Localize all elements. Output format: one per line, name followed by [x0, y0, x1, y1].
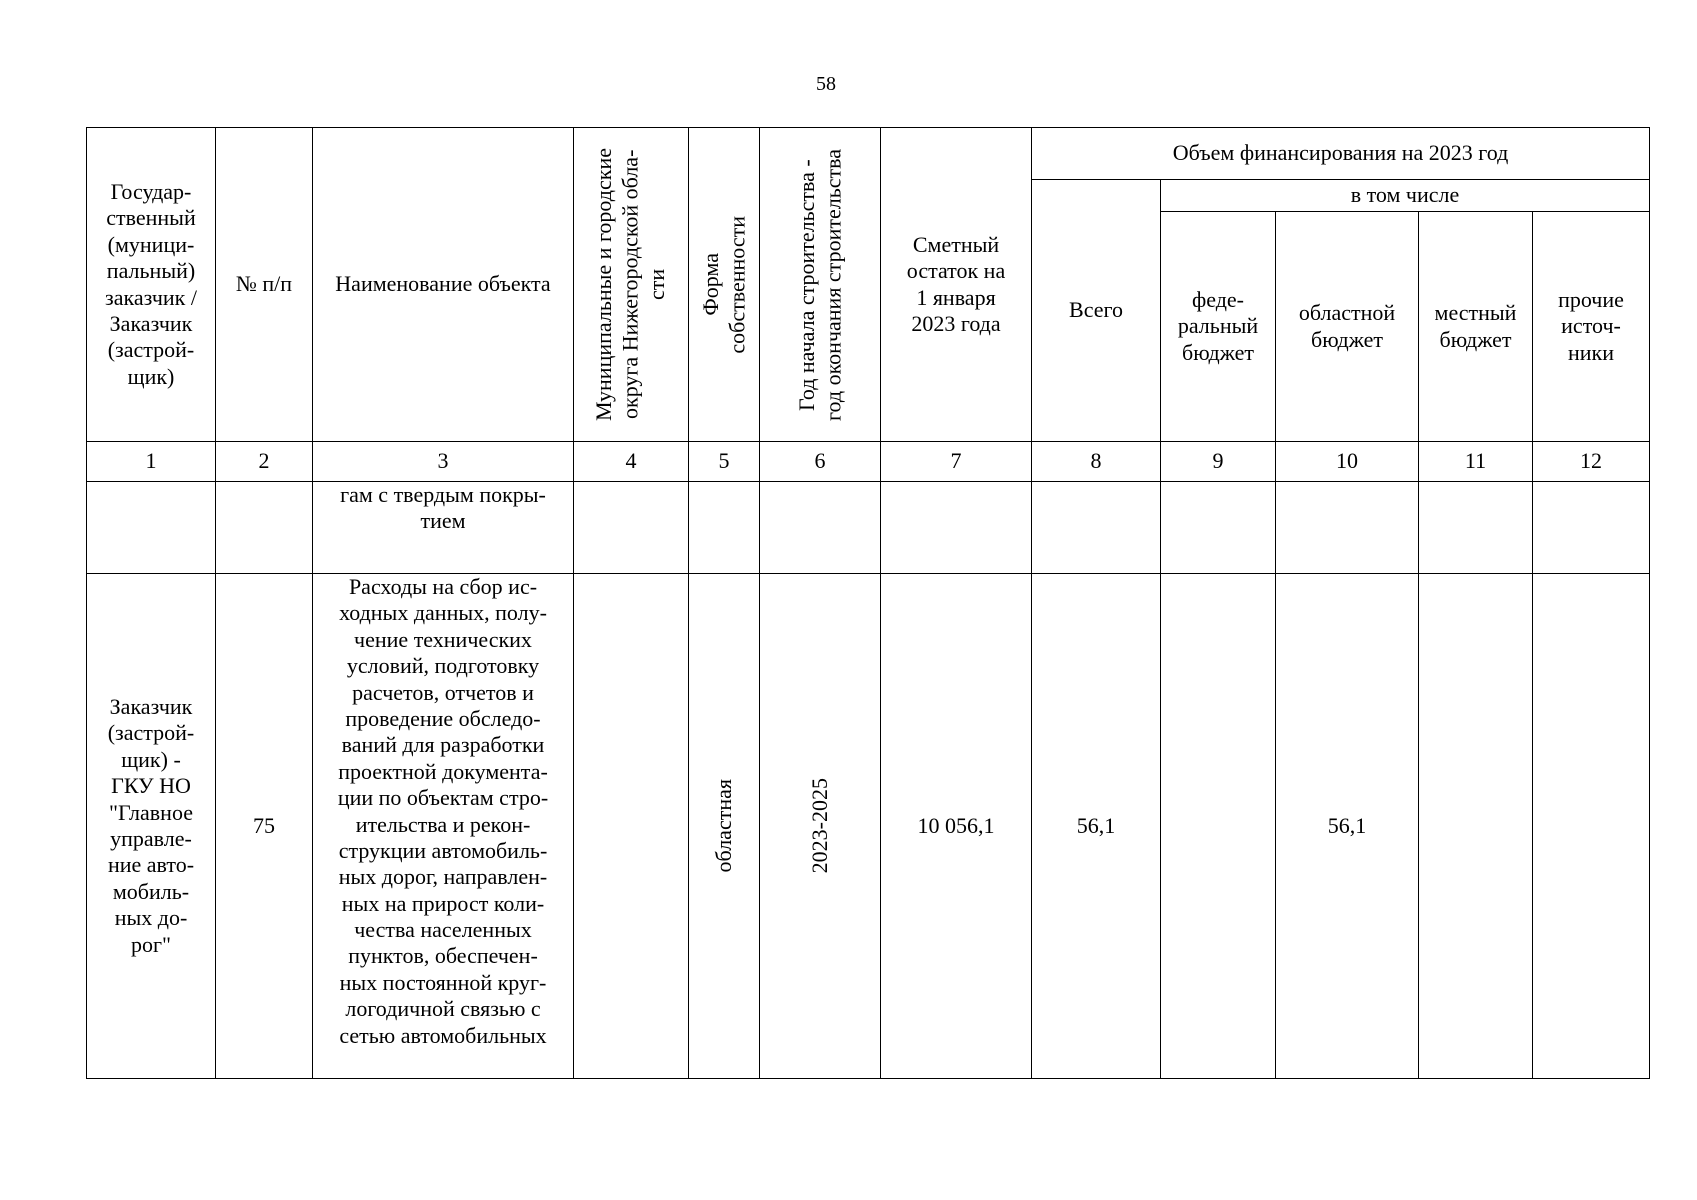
row-construction-years: [760, 574, 881, 1079]
column-number: 3: [313, 442, 574, 482]
table-cell: [216, 482, 313, 574]
column-number: 2: [216, 442, 313, 482]
column-number: 5: [689, 442, 760, 482]
header-funding-volume: Объем финансирования на 2023 год: [1032, 128, 1650, 180]
header-row: [87, 128, 1650, 180]
header-ownership: [689, 128, 760, 442]
header-customer: Государ- ственный (муници- пальный) заказчик / Заказчик (застрой- щик): [87, 128, 216, 442]
header-construction-years-text: Год начала строительства - год окончания строительства: [793, 148, 845, 421]
column-number: 4: [574, 442, 689, 482]
header-ownership-text: Форма собственности: [697, 215, 749, 354]
row-number: 75: [216, 574, 313, 1079]
row-construction-years-text: 2023-2025: [806, 778, 832, 874]
continuation-object-name: гам с твердым покры- тием: [313, 482, 574, 574]
table-cell: [87, 482, 216, 574]
row-object-name: Расходы на сбор ис- ходных данных, полу- чение технических условий, подготовку расчетов, отчетов и проведение обследо- ваний для разработки проектной документа- ции по объектам стро- ительства и рекон- струкции автомобиль- ных дорог, направлен- ных на прирост коли- чества населенных пунктов, обеспечен- ных постоянной круг- логодичной связью с сетью автомобильных: [313, 574, 574, 1079]
column-number: 6: [760, 442, 881, 482]
header-municipality: [574, 128, 689, 442]
page-number: 58: [816, 73, 836, 95]
header-local-budget: местный бюджет: [1419, 212, 1533, 442]
row-ownership: [689, 574, 760, 1079]
row-local-budget: [1419, 574, 1533, 1079]
table-cell: [1032, 482, 1161, 574]
row-estimated-balance: 10 056,1: [881, 574, 1032, 1079]
header-regional-budget: областной бюджет: [1276, 212, 1419, 442]
table-cell: [689, 482, 760, 574]
column-number: 11: [1419, 442, 1533, 482]
financing-table: [86, 127, 1650, 1079]
table-row: [87, 574, 1650, 1079]
row-regional-budget: 56,1: [1276, 574, 1419, 1079]
table-cell: [574, 482, 689, 574]
header-other-sources: прочие источ- ники: [1533, 212, 1650, 442]
row-other-sources: [1533, 574, 1650, 1079]
table-cell: [1276, 482, 1419, 574]
row-customer: Заказчик (застрой- щик) - ГКУ НО "Главное управле- ние авто- мобиль- ных до- рог": [87, 574, 216, 1079]
table-cell: [1533, 482, 1650, 574]
table-cell: [1419, 482, 1533, 574]
header-federal-budget: феде- ральный бюджет: [1161, 212, 1276, 442]
column-number: 1: [87, 442, 216, 482]
column-number: 10: [1276, 442, 1419, 482]
table-cell: [760, 482, 881, 574]
row-federal-budget: [1161, 574, 1276, 1079]
table-row: [87, 482, 1650, 574]
table-cell: [881, 482, 1032, 574]
header-estimated-balance: Сметный остаток на 1 января 2023 года: [881, 128, 1032, 442]
header-municipality-text: Муниципальные и городские округа Нижегородской обла- сти: [591, 148, 670, 421]
row-total: 56,1: [1032, 574, 1161, 1079]
row-municipality: [574, 574, 689, 1079]
table-cell: [1161, 482, 1276, 574]
header-object-name: Наименование объекта: [313, 128, 574, 442]
header-including: в том числе: [1161, 180, 1650, 212]
column-number: 7: [881, 442, 1032, 482]
row-ownership-text: областная: [710, 779, 736, 873]
column-number: 8: [1032, 442, 1161, 482]
column-number: 9: [1161, 442, 1276, 482]
header-total: Всего: [1032, 180, 1161, 442]
header-number: № п/п: [216, 128, 313, 442]
column-number: 12: [1533, 442, 1650, 482]
column-numbers-row: [87, 442, 1650, 482]
header-construction-years: [760, 128, 881, 442]
